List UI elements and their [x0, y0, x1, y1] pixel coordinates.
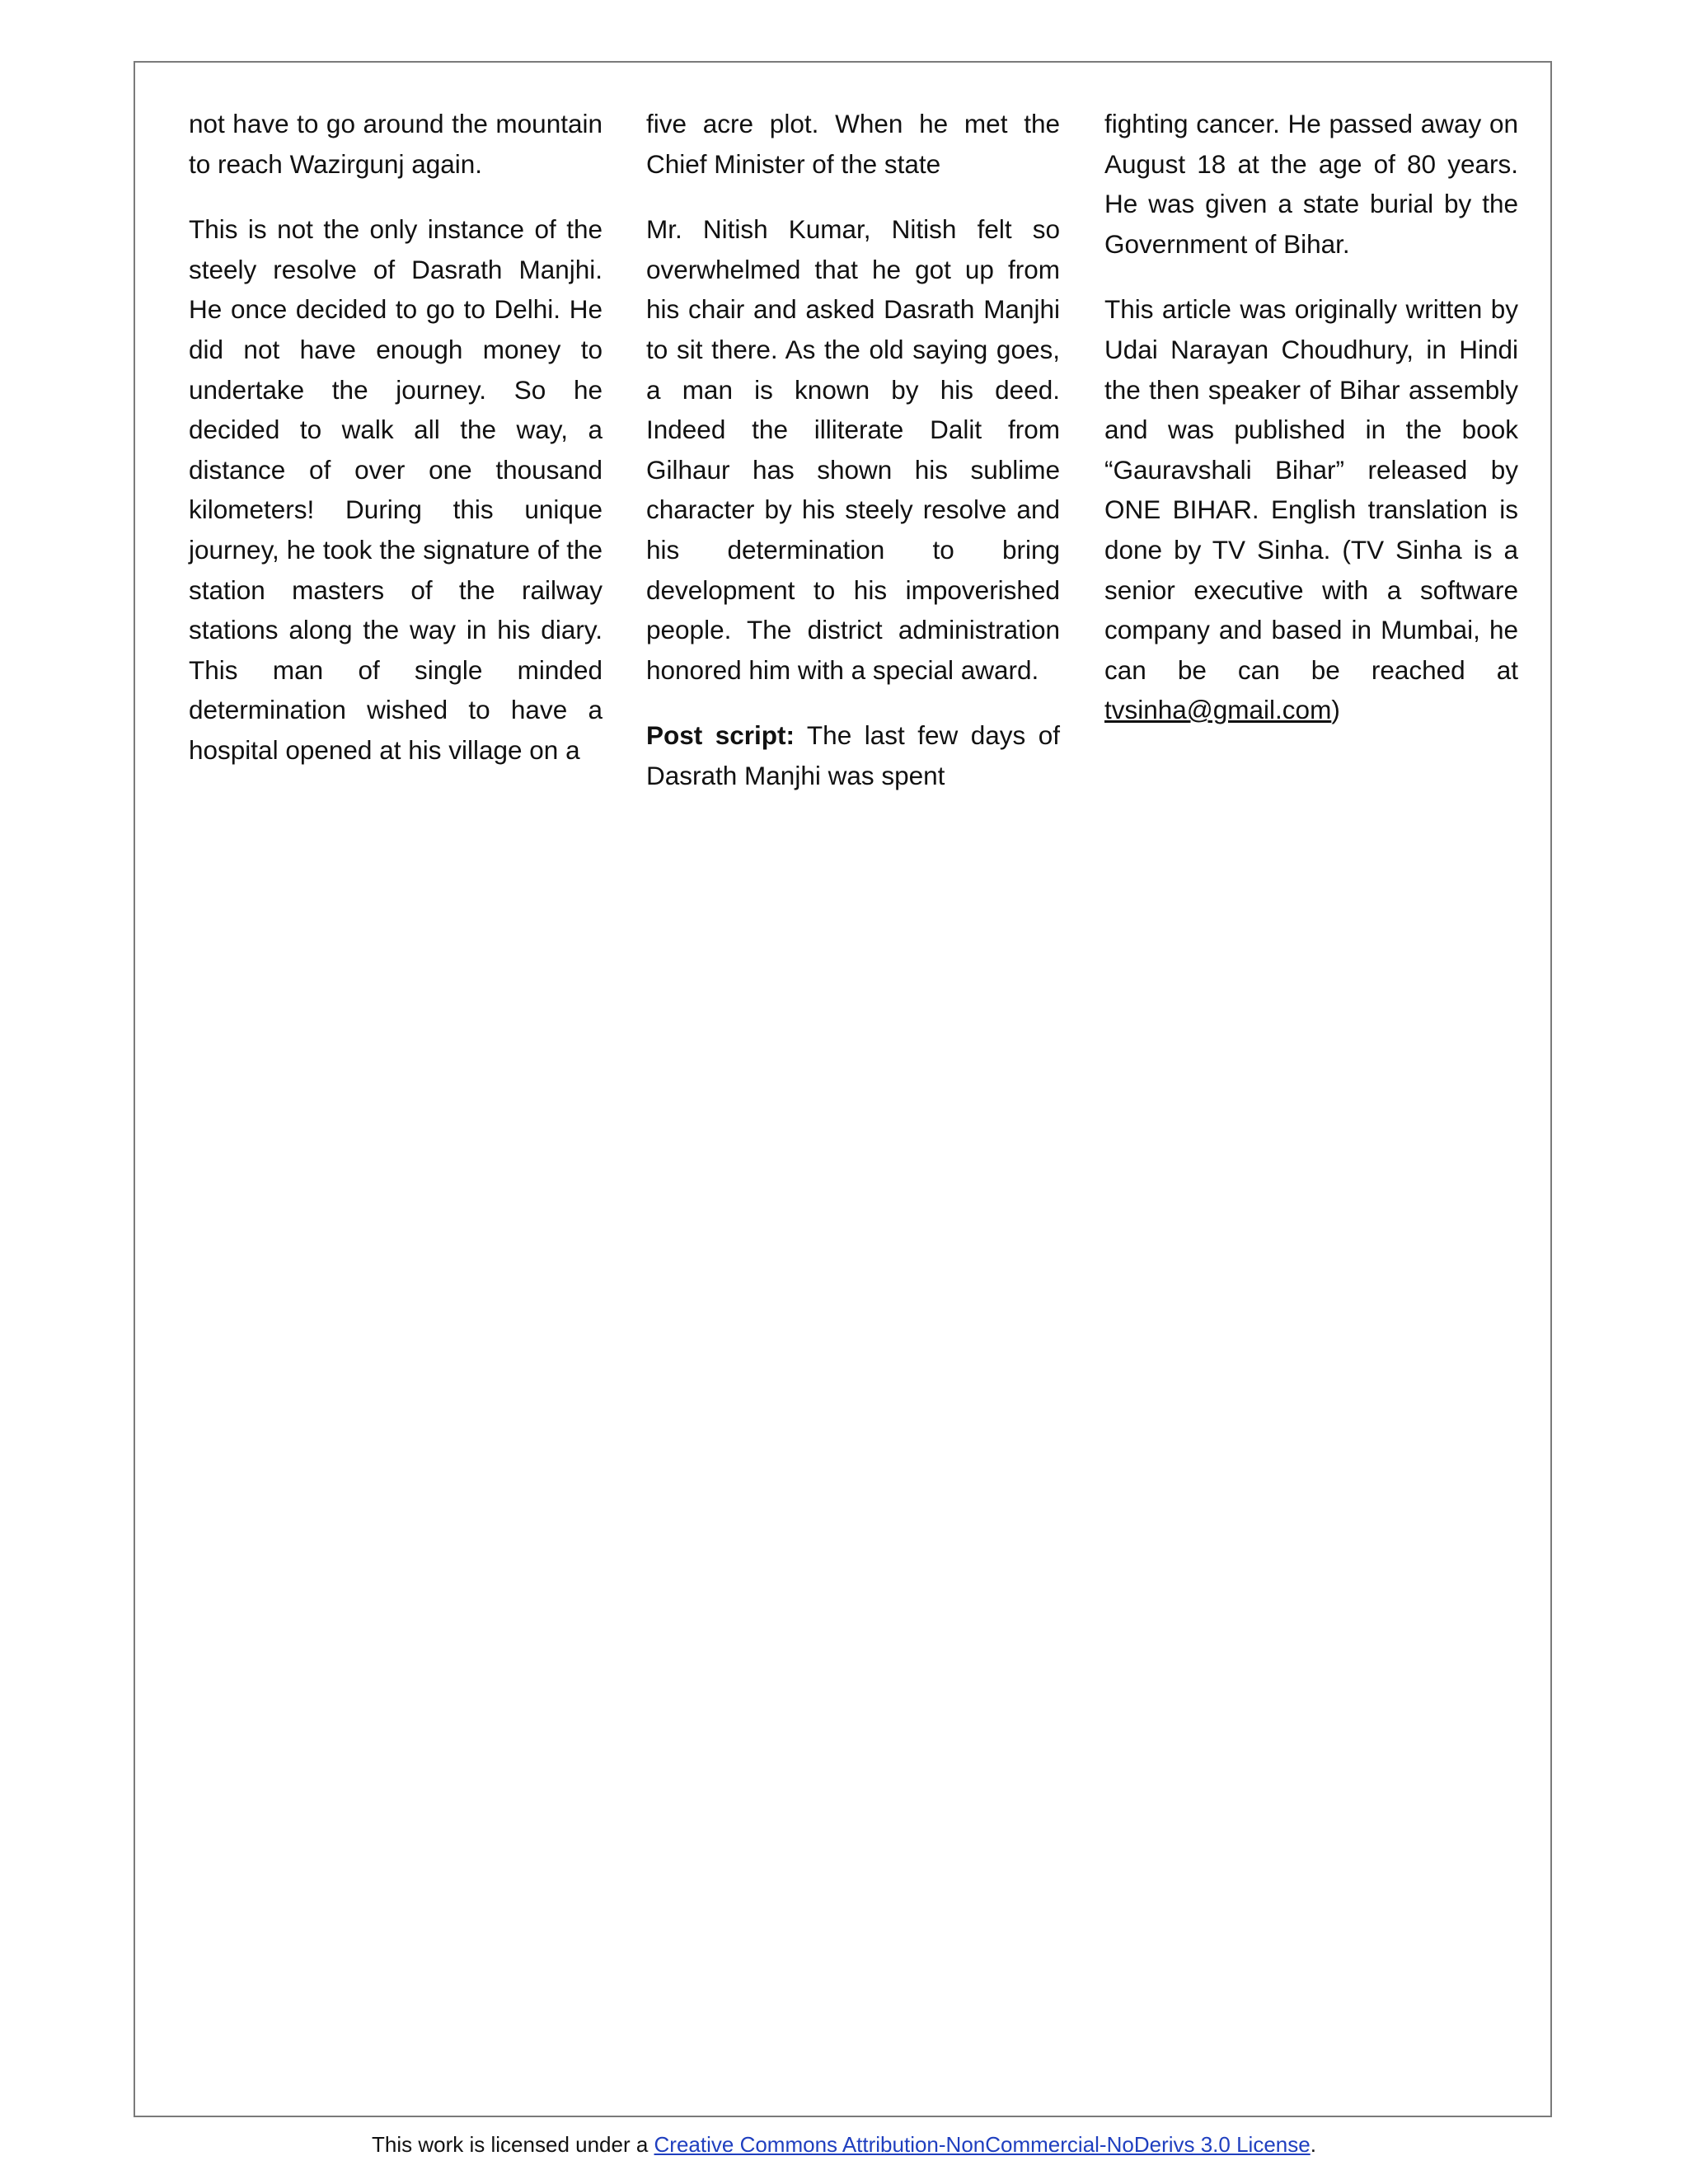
postscript-text: The last few days of Dasrath Manjhi was spent	[646, 720, 1060, 790]
postscript-label: Post script:	[646, 720, 795, 751]
email-link[interactable]: tvsinha@gmail.com	[1104, 695, 1332, 725]
paragraph: not have to go around the mountain to reach Wazirgunj again.	[189, 109, 603, 179]
postscript-paragraph	[646, 715, 1060, 795]
author-note-text: This article was originally written by Udai Narayan Choudhury, in Hindi the then speaker of Bihar assembly and was published in the book “Gauravshali Bihar” released by ONE BIHAR. English translation is done by TV Sinha. (TV Sinha is a senior executive with a software company and based in Mumbai, he can be can be reached at	[1104, 294, 1518, 685]
license-link[interactable]: Creative Commons Attribution-NonCommercial-NoDerivs 3.0 License	[654, 2132, 1311, 2157]
paragraph: five acre plot. When he met the Chief Minister of the state	[646, 109, 1060, 179]
text-column-1	[189, 104, 603, 796]
author-note-closing: )	[1331, 695, 1340, 725]
author-note-paragraph	[1104, 289, 1518, 730]
text-column-2	[646, 104, 1060, 822]
text-column-3	[1104, 104, 1518, 756]
paragraph: Mr. Nitish Kumar, Nitish felt so overwhelmed that he got up from his chair and asked Dasrath Manjhi to sit there. As the old saying goes, a man is known by his deed. Indeed the illiterate Dalit from Gilhaur has shown his sublime character by his steely resolve and his determination to bring development to his impoverished people. The district administration honored him with a special award.	[646, 214, 1060, 685]
paragraph: fighting cancer. He passed away on August 18 at the age of 80 years. He was given a state burial by the Government of Bihar.	[1104, 109, 1518, 259]
license-prefix: This work is licensed under a	[372, 2132, 654, 2157]
license-footer	[0, 2130, 1688, 2159]
license-suffix: .	[1310, 2132, 1316, 2157]
paragraph: This is not the only instance of the steely resolve of Dasrath Manjhi. He once decided to go to Delhi. He did not have enough money to undertake the journey. So he decided to walk all the way, a distance of over one thousand kilometers! During this unique journey, he took the signature of the station masters of the railway stations along the way in his diary. This man of single minded determination wished to have a hospital opened at his village on a	[189, 214, 603, 765]
